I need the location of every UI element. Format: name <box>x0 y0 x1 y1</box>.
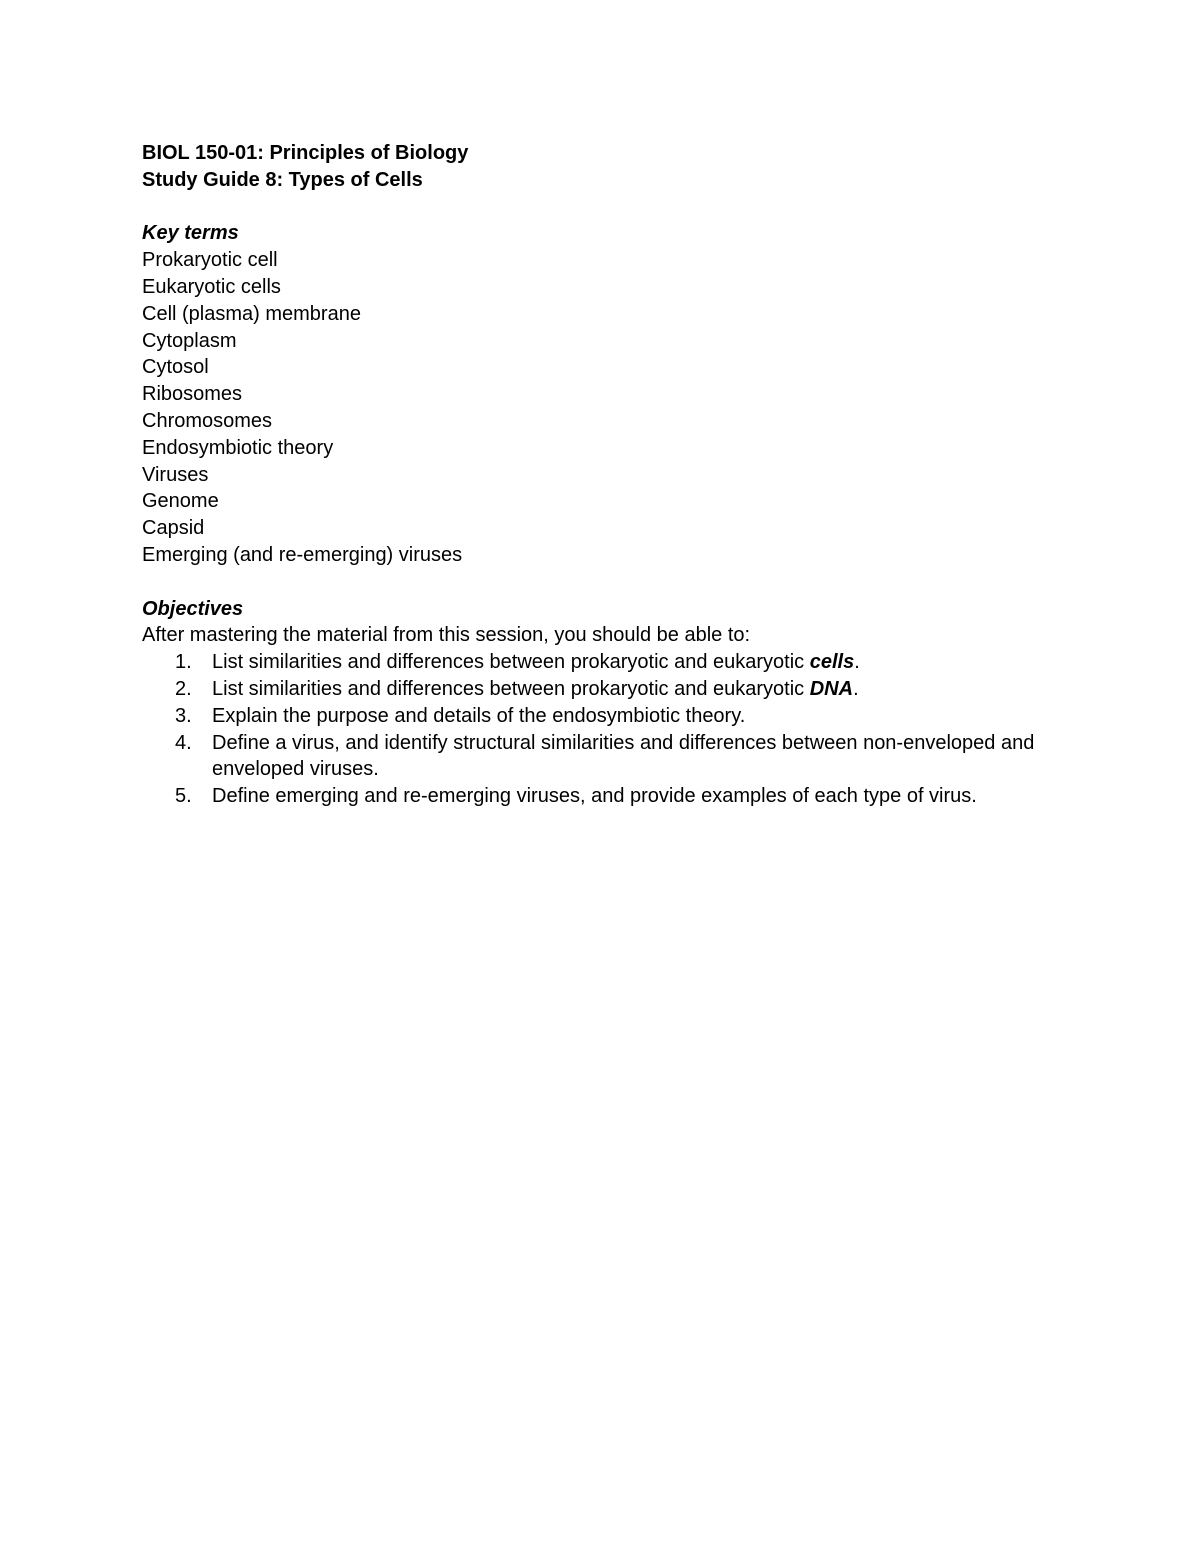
objective-emphasis: cells <box>809 651 855 674</box>
key-term-item: Capsid <box>142 517 205 540</box>
spacer <box>142 569 1082 596</box>
spacer <box>142 194 1082 221</box>
objectives-heading: Objectives <box>142 597 244 620</box>
key-term-item: Cell (plasma) membrane <box>142 302 361 325</box>
objective-item <box>142 703 1082 730</box>
objective-text: Define a virus, and identify structural similarities and differences between non-enveloped and enveloped viruses. <box>212 731 1035 781</box>
key-term-item: Eukaryotic cells <box>142 275 281 298</box>
objective-suffix: . <box>853 677 859 700</box>
objective-item <box>142 676 1082 703</box>
key-term-item: Endosymbiotic theory <box>142 436 334 459</box>
key-terms-list <box>142 247 1082 569</box>
course-title: BIOL 150-01: Principles of Biology <box>142 142 469 164</box>
objectives-list <box>142 649 1082 810</box>
document-page <box>142 140 1082 810</box>
objective-text: List similarities and differences between prokaryotic and eukaryotic <box>212 651 810 674</box>
key-term-item: Genome <box>142 490 219 513</box>
key-term-item: Prokaryotic cell <box>142 249 278 272</box>
key-terms-heading: Key terms <box>142 222 239 245</box>
objective-item <box>142 783 1082 810</box>
key-term-item: Emerging (and re-emerging) viruses <box>142 543 463 566</box>
objective-number: 1. <box>175 651 192 674</box>
objective-number: 4. <box>175 731 192 754</box>
objective-number: 3. <box>175 704 192 727</box>
objective-number: 2. <box>175 677 192 700</box>
objective-item <box>142 649 1082 676</box>
key-term-item: Cytoplasm <box>142 329 237 352</box>
key-term-item: Ribosomes <box>142 383 243 406</box>
objective-item <box>142 730 1082 784</box>
objectives-intro: After mastering the material from this session, you should be able to: <box>142 624 751 647</box>
objective-text: Explain the purpose and details of the endosymbiotic theory. <box>212 704 746 727</box>
objective-emphasis: DNA <box>809 677 854 700</box>
key-term-item: Cytosol <box>142 356 209 379</box>
key-term-item: Chromosomes <box>142 409 273 432</box>
study-guide-title: Study Guide 8: Types of Cells <box>142 168 423 191</box>
objective-text: List similarities and differences between prokaryotic and eukaryotic <box>212 677 810 700</box>
objective-text: Define emerging and re-emerging viruses, and provide examples of each type of virus. <box>212 785 977 808</box>
objective-suffix: . <box>854 651 860 674</box>
key-term-item: Viruses <box>142 463 209 486</box>
objective-number: 5. <box>175 785 192 808</box>
